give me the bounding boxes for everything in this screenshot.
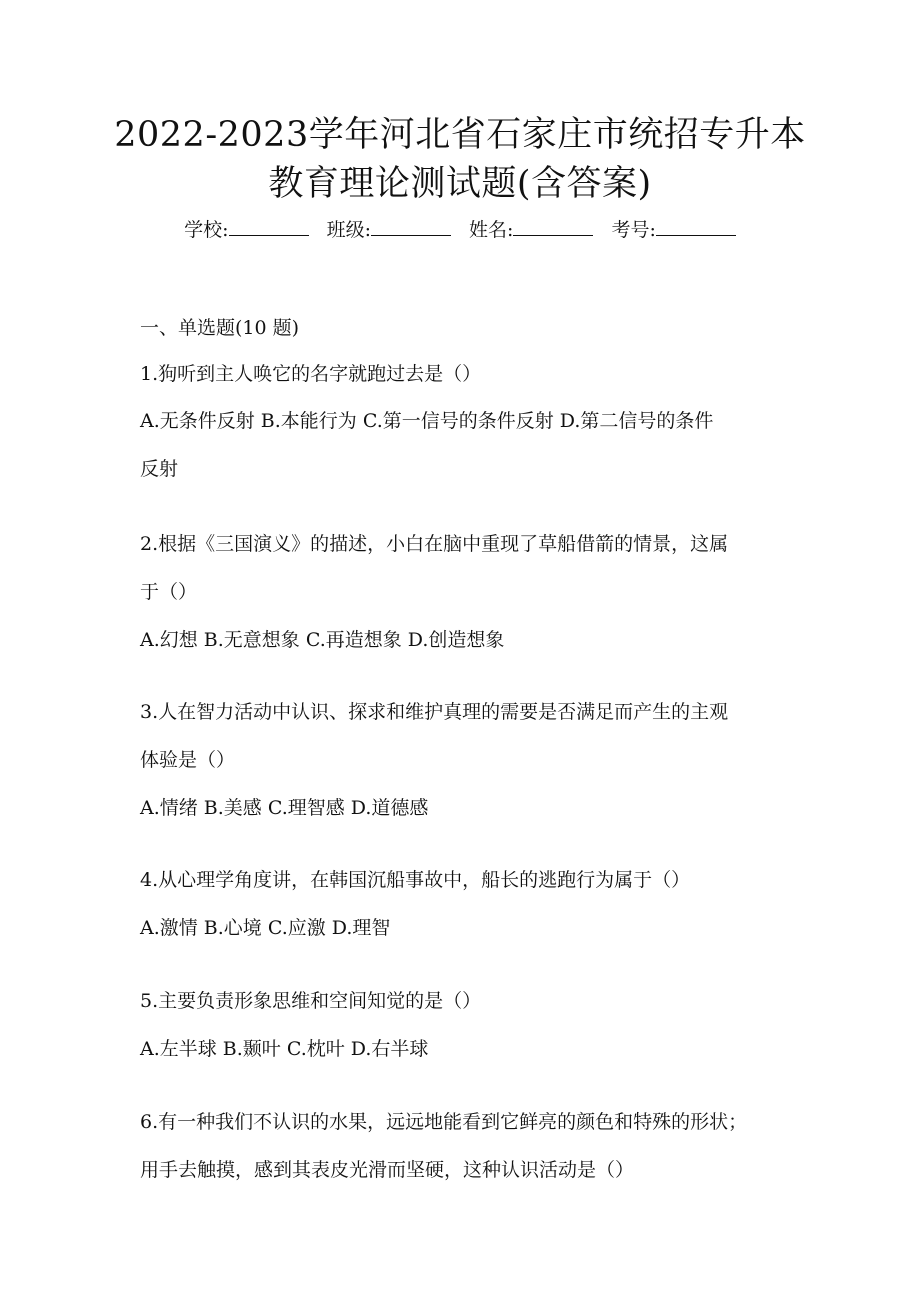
exam-number-blank[interactable] <box>656 217 736 236</box>
name-field <box>469 219 593 241</box>
exam-number-label: 考号: <box>611 219 656 241</box>
question-stem: 2.根据《三国演义》的描述，小白在脑中重现了草船借箭的情景，这属 <box>140 533 729 555</box>
class-field <box>327 219 451 241</box>
exam-number-field <box>611 219 735 241</box>
exam-title-line2: 教育理论测试题(含答案) <box>268 164 652 204</box>
name-blank[interactable] <box>513 217 593 236</box>
question-options: A.左半球 B.颞叶 C.枕叶 D.右半球 <box>140 1038 429 1060</box>
question-3 <box>140 692 790 828</box>
question-options: A.无条件反射 B.本能行为 C.第一信号的条件反射 D.第二信号的条件 <box>140 410 714 432</box>
student-info-row <box>0 216 920 244</box>
class-label: 班级: <box>326 219 371 241</box>
question-stem: 6.有一种我们不认识的水果，远远地能看到它鲜亮的颜色和特殊的形状； <box>140 1111 748 1133</box>
school-blank[interactable] <box>229 217 309 236</box>
school-label: 学校: <box>184 219 229 241</box>
question-stem: 4.从心理学角度讲，在韩国沉船事故中，船长的逃跑行为属于（） <box>140 869 691 891</box>
section-heading: 一、单选题(10 题) <box>140 317 300 339</box>
question-stem: 3.人在智力活动中认识、探求和维护真理的需要是否满足而产生的主观 <box>140 701 729 723</box>
question-4 <box>140 860 790 948</box>
question-stem-cont: 于（） <box>140 581 198 603</box>
question-6 <box>140 1102 790 1190</box>
question-1 <box>140 354 790 489</box>
name-label: 姓名: <box>469 219 514 241</box>
school-field <box>184 219 308 241</box>
question-stem: 5.主要负责形象思维和空间知觉的是（） <box>140 990 482 1012</box>
question-stem: 1.狗听到主人唤它的名字就跑过去是（） <box>140 363 482 385</box>
question-stem-cont: 体验是（） <box>140 749 236 771</box>
question-options-cont: 反射 <box>140 458 179 480</box>
question-options: A.幻想 B.无意想象 C.再造想象 D.创造想象 <box>140 629 505 651</box>
question-options: A.激情 B.心境 C.应激 D.理智 <box>140 917 391 939</box>
question-5 <box>140 981 790 1069</box>
question-stem-cont: 用手去触摸，感到其表皮光滑而坚硬，这种认识活动是（） <box>140 1159 635 1181</box>
class-blank[interactable] <box>371 217 451 236</box>
question-2 <box>140 524 790 660</box>
question-options: A.情绪 B.美感 C.理智感 D.道德感 <box>140 797 429 819</box>
exam-title-line1: 2022-2023学年河北省石家庄市统招专升本 <box>114 115 806 155</box>
